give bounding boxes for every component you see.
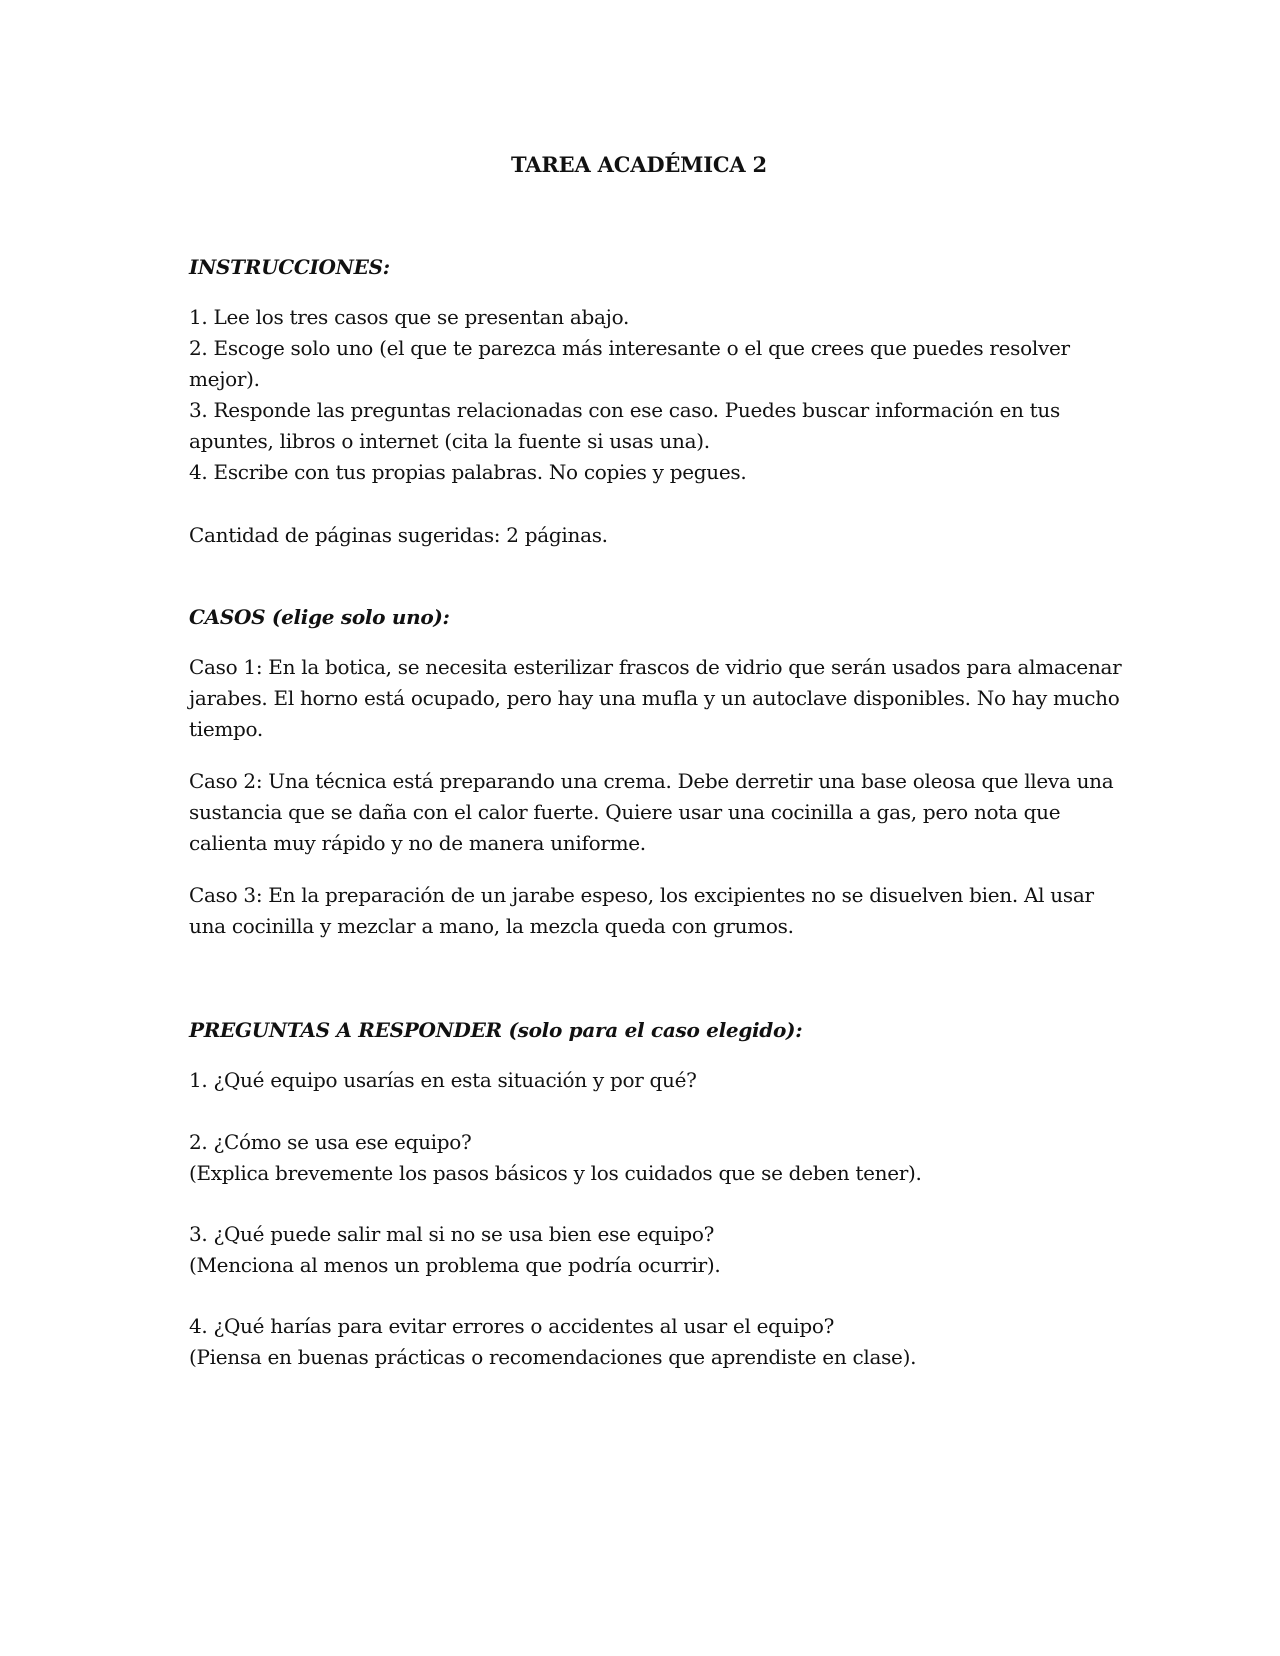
instruction-line: mejor).: [189, 367, 260, 391]
case-3-paragraph: [189, 880, 1094, 942]
question-2: [189, 1127, 1089, 1189]
questions-heading: PREGUNTAS A RESPONDER (solo para el caso elegido):: [189, 1018, 803, 1042]
question-text: 2. ¿Cómo se usa ese equipo?: [189, 1130, 472, 1154]
case-line: Caso 3: En la preparación de un jarabe espeso, los excipientes no se disuelven bien. Al usar: [189, 883, 1094, 907]
question-note: (Menciona al menos un problema que podría ocurrir).: [189, 1253, 721, 1277]
document-title: TAREA ACADÉMICA 2: [511, 152, 767, 177]
question-1: 1. ¿Qué equipo usarías en esta situación y por qué?: [189, 1068, 697, 1092]
instruction-line: apuntes, libros o internet (cita la fuente si usas una).: [189, 429, 710, 453]
instruction-line: 2. Escoge solo uno (el que te parezca más interesante o el que crees que puedes resolver: [189, 336, 1070, 360]
case-line: sustancia que se daña con el calor fuerte. Quiere usar una cocinilla a gas, pero nota que: [189, 800, 1061, 824]
instructions-list: [189, 302, 1089, 488]
instruction-line: 3. Responde las preguntas relacionadas con ese caso. Puedes buscar información en tus: [189, 398, 1060, 422]
question-text: 3. ¿Qué puede salir mal si no se usa bien ese equipo?: [189, 1222, 715, 1246]
question-4: [189, 1311, 1089, 1373]
instructions-heading: INSTRUCCIONES:: [189, 255, 390, 279]
case-line: Caso 1: En la botica, se necesita esterilizar frascos de vidrio que serán usados para almacenar: [189, 655, 1122, 679]
question-3: [189, 1219, 1089, 1281]
question-text: 4. ¿Qué harías para evitar errores o accidentes al usar el equipo?: [189, 1314, 835, 1338]
case-1-paragraph: [189, 652, 1122, 745]
pages-note: Cantidad de páginas sugeridas: 2 páginas.: [189, 523, 608, 547]
instruction-line: 4. Escribe con tus propias palabras. No copies y pegues.: [189, 460, 747, 484]
instruction-line: 1. Lee los tres casos que se presentan abajo.: [189, 305, 630, 329]
question-note: (Piensa en buenas prácticas o recomendaciones que aprendiste en clase).: [189, 1345, 917, 1369]
case-line: jarabes. El horno está ocupado, pero hay una mufla y un autoclave disponibles. No hay mucho: [189, 686, 1120, 710]
cases-heading: CASOS (elige solo uno):: [189, 605, 450, 629]
case-line: Caso 2: Una técnica está preparando una crema. Debe derretir una base oleosa que lleva una: [189, 769, 1114, 793]
question-note: (Explica brevemente los pasos básicos y los cuidados que se deben tener).: [189, 1161, 922, 1185]
case-line: calienta muy rápido y no de manera uniforme.: [189, 831, 646, 855]
case-line: tiempo.: [189, 717, 263, 741]
document-page: [189, 0, 1122, 1656]
case-line: una cocinilla y mezclar a mano, la mezcla queda con grumos.: [189, 914, 794, 938]
case-2-paragraph: [189, 766, 1114, 859]
